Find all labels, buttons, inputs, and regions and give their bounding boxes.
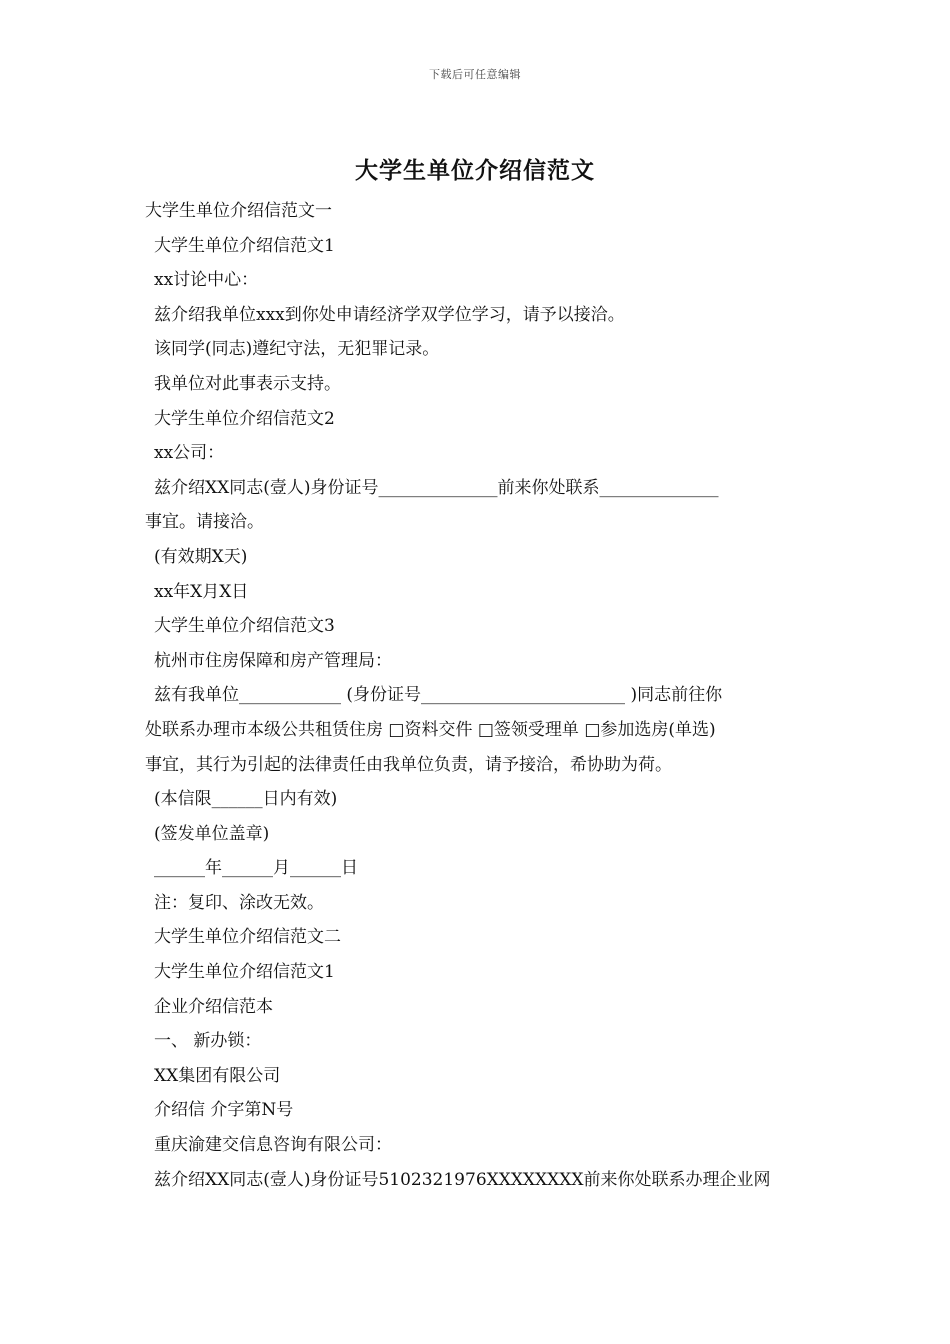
note-line: 注：复印、涂改无效。 [154, 892, 324, 913]
letter-number: 介绍信 介字第N号 [154, 1100, 294, 1121]
date-line: xx年X月X日 [154, 581, 249, 602]
list-item: 一、 新办锁： [154, 1031, 262, 1052]
body-line: 事宜。请接洽。 [145, 512, 264, 533]
section-heading: 大学生单位介绍信范文一 [145, 201, 332, 221]
body-line: 我单位对此事表示支持。 [154, 373, 341, 394]
subsection-heading: 大学生单位介绍信范文1 [154, 235, 335, 256]
validity-line: (本信限______日内有效) [154, 789, 338, 810]
body-line: 兹介绍XX同志(壹人)身份证号5102321976XXXXXXXX前来你处联系办理企业网 [154, 1169, 771, 1190]
recipient-line: xx公司： [154, 443, 225, 464]
body-line: 事宜，其行为引起的法律责任由我单位负责，请予接洽，希协助为荷。 [145, 754, 672, 775]
body-line: 兹介绍XX同志(壹人)身份证号______________前来你处联系______________ [154, 477, 719, 498]
subsection-heading: 企业介绍信范本 [154, 996, 273, 1017]
document-title: 大学生单位介绍信范文 [355, 157, 595, 184]
subsection-heading: 大学生单位介绍信范文1 [154, 962, 335, 983]
document-body [145, 194, 810, 1197]
subsection-heading: 大学生单位介绍信范文2 [154, 408, 335, 429]
body-line: 该同学(同志)遵纪守法，无犯罪记录。 [154, 339, 440, 360]
recipient-line: xx讨论中心： [154, 270, 259, 291]
seal-line: (签发单位盖章) [154, 823, 270, 844]
date-line: ______年______月______日 [154, 858, 358, 879]
subsection-heading: 大学生单位介绍信范文3 [154, 616, 335, 637]
recipient-line: 杭州市住房保障和房产管理局： [154, 650, 392, 671]
company-name: XX集团有限公司 [154, 1065, 281, 1086]
body-line: 兹介绍我单位xxx到你处申请经济学双学位学习，请予以接洽。 [154, 304, 625, 325]
header-note: 下载后可任意编辑 [429, 68, 521, 81]
recipient-line: 重庆渝建交信息咨询有限公司： [154, 1135, 392, 1156]
section-heading: 大学生单位介绍信范文二 [154, 927, 341, 948]
body-line: 处联系办理市本级公共租赁住房 □资料交件 □签领受理单 □参加选房(单选) [145, 719, 716, 740]
validity-line: (有效期X天) [154, 546, 248, 567]
body-line: 兹有我单位____________ (身份证号________________________ )同志前往你 [154, 685, 723, 706]
